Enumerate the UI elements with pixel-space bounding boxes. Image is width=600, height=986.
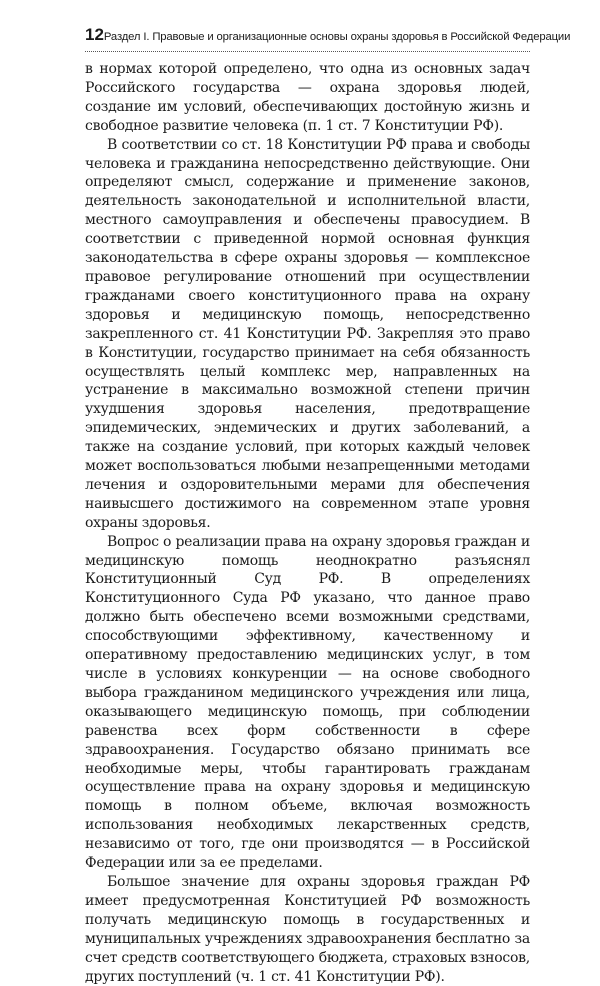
paragraph: Вопрос о реализации права на охрану здоровья граждан и медицинскую помощь неоднократно разъяснял Конституционный Суд РФ. В определениях Конституционного Суда РФ указано, что данное право должно быть обеспечено всеми возможными средствами, способствующими эффективному, качественному и оперативному предоставлению медицинских услуг, в том числе в условиях конкуренции — на основе свободного выбора гражданином медицинского учреждения или лица, оказывающего медицинскую помощь, при соблюдении равенства всех форм собственности в сфере здравоохранения. Государство обязано принимать все необходимые меры, чтобы гарантировать гражданам осуществление права на охрану здоровья и медицинскую помощь в полном объеме, включая возможность использования необходимых лекарственных средств, независимо от того, где они производятся — в Российской Федерации или за ее пределами. [85,533,530,872]
header-divider [85,51,530,52]
paragraph-continuation: в нормах которой определено, что одна из основных задач Российского государства — охрана здоровья людей, создание им условий, обеспечивающих достойную жизнь и свободное развитие человека (п. 1 ст. 7 Конституции РФ). [85,61,530,134]
paragraph: Большое значение для охраны здоровья граждан РФ имеет предусмотренная Конституцией РФ возможность получать медицинскую помощь в государственных и муниципальных учреждениях здравоохранения бесплатно за счет средств соответствующего бюджета, страховых взносов, других поступлений (ч. 1 ст. 41 Конституции РФ). [85,873,530,985]
page-number: 12 [85,25,104,44]
page-header [85,25,571,49]
running-head: Раздел I. Правовые и организационные основы охраны здоровья в Российской Федерации [103,31,571,43]
paragraph: В соответствии со ст. 18 Конституции РФ права и свободы человека и гражданина непосредственно действующие. Они определяют смысл, содержание и применение законов, деятельность законодательной и исполнительной власти, местного самоуправления и обеспечены правосудием. В соответствии с приведенной нормой основная функция законодательства в сфере охраны здоровья — комплексное правовое регулирование отношений при осуществлении гражданами своего конституционного права на охрану здоровья и медицинскую помощь, непосредственно закрепленного ст. 41 Конституции РФ. Закрепляя это право в Конституции, государство принимает на себя обязанность осуществлять целый комплекс мер, направленных на устранение в максимально возможной степени причин ухудшения здоровья населения, предотвращение эпидемических, эндемических и других заболеваний, а также на создание условий, при которых каждый человек может воспользоваться любыми незапрещенными методами лечения и оздоровительными мерами для обеспечения наивысшего достижимого на современном этапе уровня охраны здоровья. [85,136,530,531]
body-text [85,60,530,986]
